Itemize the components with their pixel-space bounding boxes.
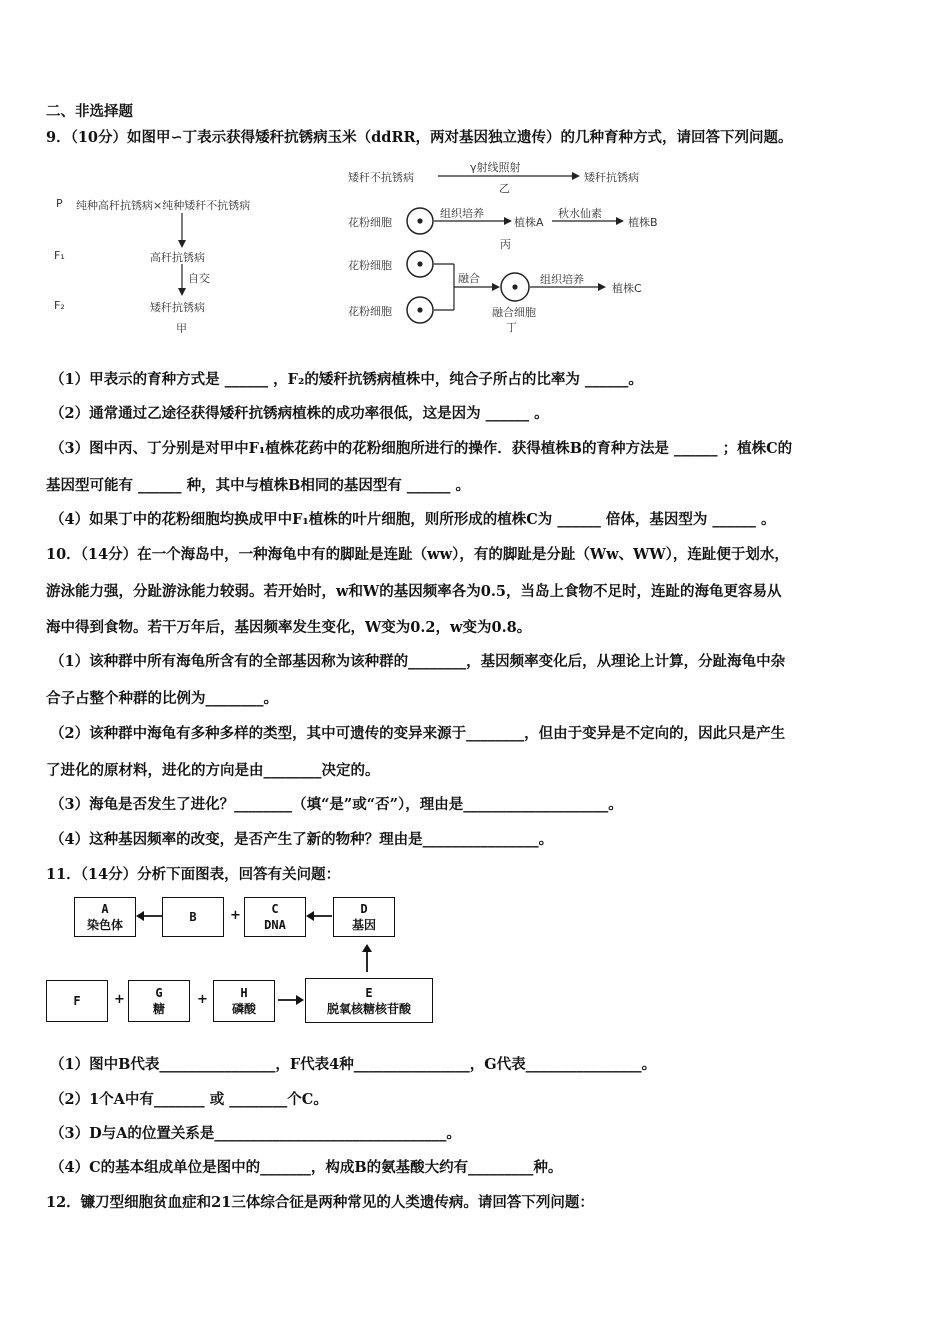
bing-step1: 组织培养	[440, 207, 484, 220]
ding-step: 组织培养	[540, 273, 584, 286]
q10-sub3: （3）海龟是否发生了进化？________（填“是”或“否”），理由是____________________。	[50, 796, 623, 813]
q10-sub4: （4）这种基因频率的改变，是否产生了新的物种？理由是________________。	[50, 831, 554, 848]
jia-label: 甲	[176, 322, 187, 335]
p-label: P	[56, 197, 63, 210]
q10-sub1b: 合子占整个种群的比例为________。	[46, 690, 278, 707]
q11-sub3: （3）D与A的位置关系是________________________________。	[50, 1125, 461, 1142]
f2-text: 矮秆抗锈病	[150, 301, 205, 314]
bing-to: 植株B	[628, 216, 658, 229]
q10-line3: 海中得到食物。若干万年后，基因频率发生变化，W变为0.2，w变为0.8。	[46, 619, 532, 636]
box-a-letter: A	[101, 902, 109, 916]
yi-from: 矮秆不抗锈病	[348, 171, 414, 184]
box-g-name: 糖	[152, 1002, 165, 1016]
f1-text: 高秆抗锈病	[150, 251, 205, 264]
q9-sub3b: 基因型可能有 ______ 种，其中与植株B相同的基因型有 ______ 。	[46, 477, 470, 494]
yi-to: 矮秆抗锈病	[584, 171, 639, 184]
yi-label: 乙	[499, 182, 510, 195]
q12-stem: 12．镰刀型细胞贫血症和21三体综合征是两种常见的人类遗传病。请回答下列问题：	[46, 1194, 594, 1211]
box-c-letter: C	[271, 902, 279, 916]
bing-mid: 植株A	[514, 216, 544, 229]
box-e-letter: E	[365, 985, 373, 1000]
ding-from1: 花粉细胞	[348, 259, 392, 272]
box-h-letter: H	[240, 986, 248, 1000]
plus-b-c: +	[230, 908, 241, 923]
box-a-chromosome	[74, 897, 136, 937]
q10-sub1a: （1）该种群中所有海龟所含有的全部基因称为该种群的________，基因频率变化后，从理论上计算，分趾海龟中杂	[50, 653, 786, 670]
box-b	[162, 897, 224, 937]
q10-line1: 10．（14分）在一个海岛中，一种海龟中有的脚趾是连趾（ww），有的脚趾是分趾（Ww、WW），连趾便于划水，	[46, 546, 789, 563]
box-c-name: DNA	[264, 918, 286, 932]
box-d-name: 基因	[351, 918, 376, 932]
p-cross-text: 纯种高秆抗锈病×纯种矮秆不抗锈病	[76, 199, 251, 212]
plus-g-h: +	[197, 992, 208, 1007]
plus-f-g: +	[114, 992, 125, 1007]
box-e-nucleotide	[305, 978, 433, 1023]
q9-sub2: （2）通常通过乙途径获得矮秆抗锈病植株的成功率很低，这是因为 ______ 。	[50, 405, 549, 422]
bing-step2: 秋水仙素	[558, 207, 602, 220]
box-f-letter: F	[73, 994, 81, 1008]
yi-method: γ射线照射	[470, 161, 521, 174]
q11-sub1: （1）图中B代表________________，F代表4种________________，G代表________________。	[50, 1056, 657, 1073]
box-h-phosphate	[213, 980, 275, 1022]
box-d-letter: D	[360, 902, 368, 916]
ding-label: 丁	[506, 321, 517, 334]
ding-cell: 融合细胞	[492, 306, 536, 319]
box-g-sugar	[128, 980, 190, 1022]
q11-sub2: （2）1个A中有_______ 或 ________个C。	[50, 1091, 328, 1108]
q9-sub3a: （3）图中丙、丁分别是对甲中F₁植株花药中的花粉细胞所进行的操作．获得植株B的育种方法是 ______ ；植株C的	[50, 440, 793, 457]
box-g-letter: G	[155, 986, 163, 1000]
bing-label: 丙	[500, 238, 511, 251]
q9-sub4: （4）如果丁中的花粉细胞均换成甲中F₁植株的叶片细胞，则所形成的植株C为 ______ 倍体，基因型为 ______ 。	[50, 511, 776, 528]
q9-stem: 9．（10分）如图甲∽丁表示获得矮秆抗锈病玉米（ddRR，两对基因独立遗传）的几种育种方式，请回答下列问题。	[46, 129, 793, 146]
box-h-name: 磷酸	[231, 1002, 256, 1016]
q10-sub2b: 了进化的原材料，进化的方向是由________决定的。	[46, 762, 380, 779]
box-b-letter: B	[189, 910, 197, 924]
section-title: 二、非选择题	[46, 103, 133, 120]
box-c-dna	[244, 897, 306, 937]
ding-from2: 花粉细胞	[348, 305, 392, 318]
q10-line2: 游泳能力强，分趾游泳能力较弱。若开始时，w和W的基因频率各为0.5，当岛上食物不足时，连趾的海龟更容易从	[46, 583, 782, 600]
ding-fuse: 融合	[458, 272, 480, 285]
selfing-label: 自交	[188, 272, 210, 285]
box-e-name: 脱氧核糖核苷酸	[326, 1001, 411, 1016]
box-d-gene	[333, 897, 395, 937]
q9-sub1: （1）甲表示的育种方式是 ______ ，F₂的矮秆抗锈病植株中，纯合子所占的比率为 ______。	[50, 371, 643, 388]
ding-to: 植株C	[612, 282, 642, 295]
f2-label: F₂	[54, 299, 65, 312]
q11-stem: 11．（14分）分析下面图表，回答有关问题：	[46, 866, 341, 883]
box-a-name: 染色体	[86, 918, 123, 932]
bing-from: 花粉细胞	[348, 216, 392, 229]
f1-label: F₁	[54, 249, 65, 262]
box-f	[46, 980, 108, 1022]
q10-sub2a: （2）该种群中海龟有多种多样的类型，其中可遗传的变异来源于________，但由于变异是不定向的，因此只是产生	[50, 725, 786, 742]
q11-sub4: （4）C的基本组成单位是图中的_______，构成B的氨基酸大约有_________种。	[50, 1159, 563, 1176]
